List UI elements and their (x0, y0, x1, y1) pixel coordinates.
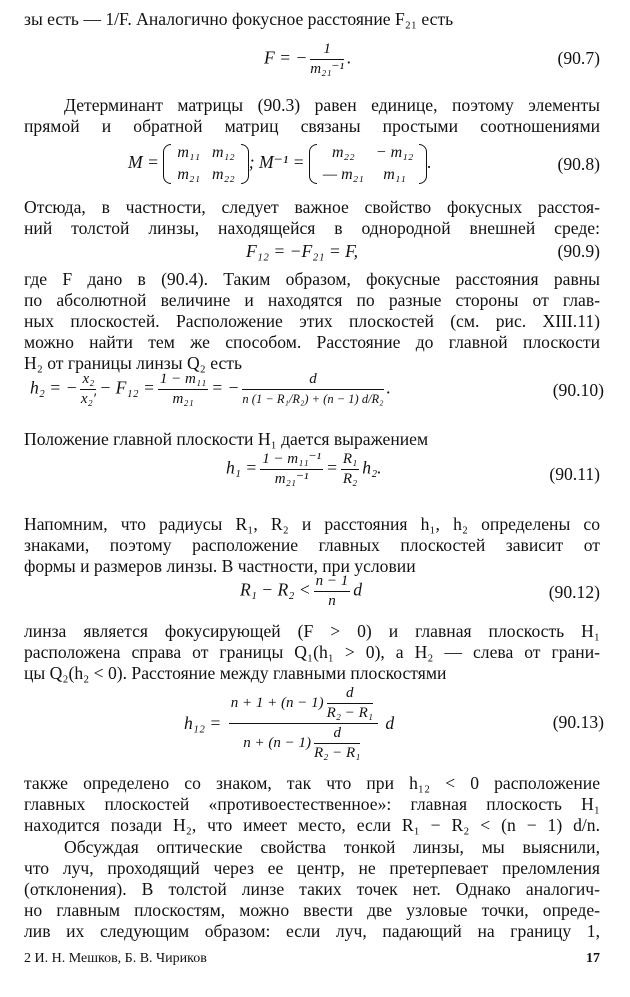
eq10-mid: − F₁₂ = (99, 377, 155, 398)
footer-signature: 2 И. Н. Мешков, Б. В. Чириков (24, 951, 207, 966)
text-line-17: цы Q₂(h₂ < 0). Расстояние между главными плоскостями (24, 663, 447, 683)
eq8-m-label: M = (128, 152, 159, 173)
text-line-9: можно найти тем же способом. Расстояние до главной плоскости (24, 332, 600, 352)
eq-number: (90.11) (549, 464, 600, 484)
eq11-den2: R₂ (342, 471, 358, 487)
eq10-lhs: h₂ = − (30, 377, 78, 398)
text-line-22: что луч, проходящий через ее центр, не претерпевает преломления (24, 858, 600, 878)
text-line-21: Обсуждая оптические свойства тонкой линзы, мы выяснили, (64, 837, 600, 857)
eq7-tail: . (346, 47, 352, 68)
eq12-tail: d (353, 579, 363, 600)
eq11-mid: = (326, 457, 338, 478)
equation-90-11 (0, 450, 630, 500)
equation-90-7 (0, 40, 630, 80)
eq13-top: n + 1 + (n − 1) (230, 694, 324, 711)
text-line-8: ных плоскостей. Расположение этих плоскостей (см. рис. XIII.11) (24, 311, 600, 331)
eq10-num3: d (242, 370, 383, 390)
eq12-den: n (328, 593, 336, 609)
equation-90-13 (0, 684, 630, 768)
eq-number: (90.7) (557, 48, 600, 68)
eq13-bot: n + (n − 1) (243, 734, 312, 751)
eq7-lhs: F = − (264, 47, 308, 68)
text-line-18: также определено со знаком, так что при h₁₂ < 0 расположение (24, 773, 600, 793)
eq10-den3: n (1 − R₁/R₂) + (n − 1) d/R₂ (242, 392, 384, 406)
eq-number: (90.10) (552, 380, 604, 400)
text-line-2: Детерминант матрицы (90.3) равен единице, поэтому элементы (64, 95, 600, 115)
text-line-1: зы есть — 1/F. Аналогично фокусное расстояние F₂₁ есть (24, 9, 454, 29)
eq10-den2: m₂₁ (172, 391, 194, 407)
text-line-20: находится позади H₂, что имеет место, если R₁ − R₂ < (n − 1) d/n. (24, 815, 600, 835)
eq11-tail: h₂. (362, 457, 382, 478)
text-line-10: H₂ от границы линзы Q₂ есть (24, 353, 242, 373)
page-footer (24, 951, 600, 967)
eq11-num1: 1 − m₁₁⁻¹ (260, 450, 323, 470)
text-line-4: Отсюда, в частности, следует важное свойство фокусных расстоя- (24, 197, 600, 217)
eq10-num2: 1 − m₁₁ (158, 370, 208, 390)
eq-number: (90.13) (552, 712, 604, 732)
equation-90-9 (0, 241, 630, 267)
text-line-7: по абсолютной величине и находятся по разные стороны от глав- (24, 290, 600, 310)
eq13-bot-den: R₂ − R₁ (314, 745, 361, 761)
text-line-13: знаками, поэтому расположение главных плоскостей зависит от (24, 535, 600, 555)
text-line-14: формы и размеров линзы. В частности, при условии (24, 556, 416, 576)
text-line-16: расположена справа от границы Q₁(h₁ > 0), а H₂ — слева от грани- (24, 642, 600, 662)
eq9-expr: F₁₂ = −F₂₁ = F, (246, 241, 359, 261)
text-line-3: прямой и обратной матриц связаны простыми соотношениями (24, 116, 600, 136)
equation-90-10 (0, 370, 630, 416)
text-line-6: где F дано в (90.4). Таким образом, фокусные расстояния равны (24, 269, 600, 289)
text-line-11: Положение главной плоскости H₁ дается выражением (24, 429, 429, 449)
eq12-num: n − 1 (314, 572, 351, 592)
eq11-lhs: h₁ = (226, 457, 258, 478)
eq13-tail: d (385, 713, 395, 733)
eq8-sep: ; (248, 152, 255, 173)
eq7-den: m₂₁⁻¹ (310, 61, 344, 77)
eq11-den1: m₂₁⁻¹ (274, 471, 309, 487)
eq-number: (90.8) (557, 154, 600, 174)
eq7-num: 1 (310, 40, 344, 60)
m-cell: − m₁₂ (375, 144, 414, 161)
m-cell: m₂₁ (177, 166, 201, 183)
m-cell: m₁₁ (383, 166, 406, 183)
eq13-top-num: d (327, 684, 373, 704)
m-cell: m₁₂ (212, 144, 235, 161)
eq13-main-fraction (229, 684, 378, 763)
matrix-m-inverse (309, 142, 427, 186)
eq12-lhs: R₁ − R₂ < (240, 579, 311, 600)
page-number: 17 (586, 951, 600, 966)
equation-90-12 (0, 572, 630, 618)
text-line-5: ний толстой линзы, находящейся в однородной внешней среде: (24, 218, 600, 238)
text-line-24: но главным плоскостям, можно ввести две узловые точки, опреде- (24, 900, 600, 920)
eq13-top-den: R₂ − R₁ (326, 705, 373, 721)
text-line-15: линза является фокусирующей (F > 0) и главная плоскость H₁ (24, 621, 600, 641)
eq8-minv-label: M⁻¹ = (258, 152, 305, 173)
text-line-25: лив их следующим образом: если луч, падающий на границу 1, (24, 921, 600, 941)
eq10-num1: x₂ (80, 370, 96, 390)
eq-number: (90.12) (548, 582, 600, 602)
eq-number: (90.9) (557, 241, 600, 261)
m-cell: — m₂₁ (322, 166, 364, 183)
m-cell: m₁₁ (177, 144, 201, 161)
eq13-bot-num: d (314, 724, 360, 744)
eq10-den1: x₂′ (80, 391, 96, 407)
eq10-tail: . (386, 377, 391, 398)
eq13-lhs: h₁₂ = (184, 713, 222, 733)
eq11-num2: R₁ (341, 450, 359, 470)
eq8-tail: . (427, 152, 432, 173)
matrix-m (163, 142, 248, 186)
eq10-mid2: = − (211, 377, 240, 398)
text-line-19: главных плоскостей «противоестественное»: главная плоскость H₁ (24, 794, 600, 814)
m-cell: m₂₂ (332, 144, 355, 161)
equation-90-8 (0, 140, 630, 190)
m-cell: m₂₂ (212, 166, 235, 183)
text-line-23: (отклонения). В толстой линзе таких точек нет. Однако аналогич- (24, 879, 600, 899)
text-line-12: Напомним, что радиусы R₁, R₂ и расстояния h₁, h₂ определены со (24, 514, 600, 534)
